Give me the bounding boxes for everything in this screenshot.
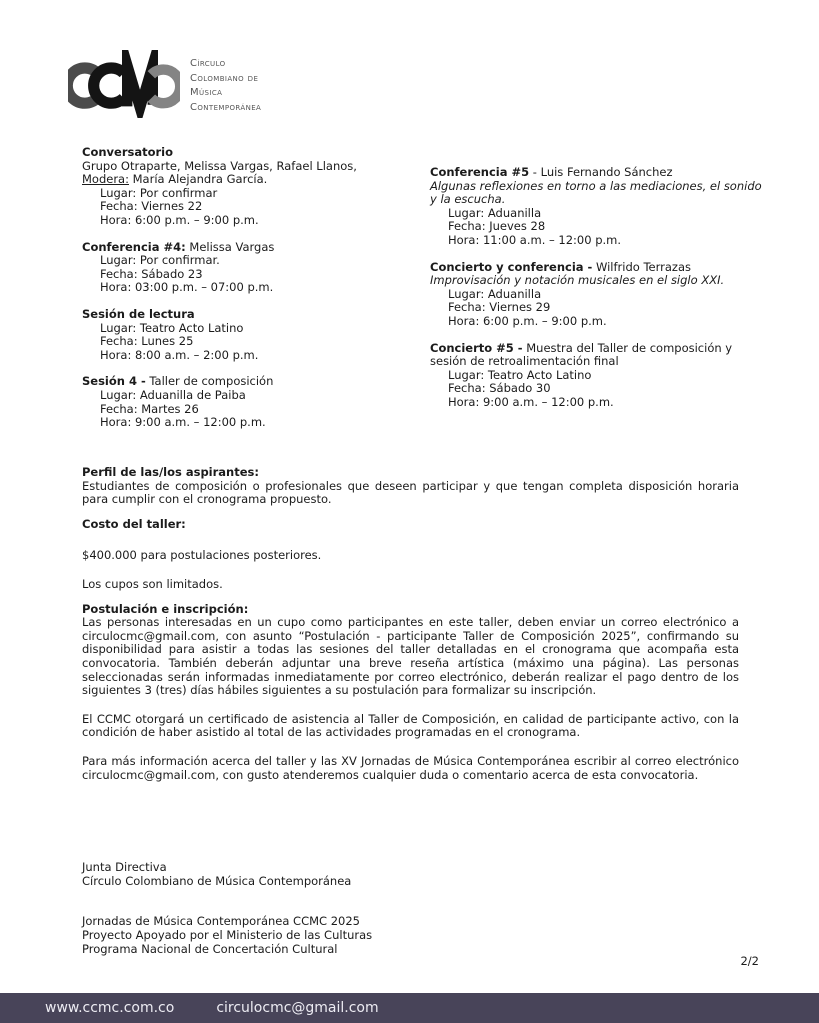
event-title (430, 261, 762, 275)
footer-email: circulocmc@gmail.com (216, 1000, 379, 1016)
event-details (430, 369, 762, 410)
event-title-rest: Melissa Vargas (185, 239, 275, 254)
body-sections (82, 466, 739, 793)
org-name-line: Colombiano de (190, 72, 259, 84)
event-block (430, 342, 762, 410)
event-details (82, 322, 428, 363)
org-name-line: Círculo (190, 58, 226, 69)
schedule-column-right (430, 166, 762, 423)
text-section (82, 466, 739, 507)
event-title-bold: Concierto y conferencia - (430, 259, 593, 274)
event-title-rest: Muestra del Taller de composición y sesión de retroalimentación final (430, 340, 733, 369)
ccmc-logo (68, 50, 261, 118)
paragraph: Los cupos son limitados. (82, 576, 223, 591)
ccmc-logo-icon (68, 50, 180, 118)
credits-line: Proyecto Apoyado por el Ministerio de las Culturas (82, 928, 373, 942)
event-detail-line: Lugar: Aduanilla de Paiba (100, 387, 246, 402)
event-block (82, 146, 428, 228)
credits-line: Programa Nacional de Concertación Cultural (82, 942, 338, 956)
event-title-bold: Conferencia #5 (430, 165, 530, 179)
event-block (82, 375, 428, 429)
footer-website: www.ccmc.com.co (45, 1000, 175, 1016)
event-title (82, 375, 428, 389)
event-title (82, 241, 428, 255)
event-block (430, 261, 762, 329)
event-detail-line: Fecha: Martes 26 (100, 401, 199, 416)
event-title-bold: Conversatorio (82, 145, 174, 159)
event-line-text: Grupo Otraparte, Melissa Vargas, Rafael Llanos, (82, 158, 357, 173)
page-number: 2/2 (740, 954, 759, 968)
event-detail-line: Hora: 6:00 p.m. – 9:00 p.m. (448, 313, 607, 328)
event-detail-line: Lugar: Por confirmar. (100, 253, 220, 268)
event-title-bold: Conferencia #4: (82, 239, 186, 254)
event-detail-line: Fecha: Lunes 25 (100, 334, 194, 349)
event-title-bold: Sesión de lectura (82, 306, 195, 321)
text-section (82, 518, 739, 592)
event-line-text: María Alejandra García. (128, 172, 268, 187)
event-title (82, 308, 428, 322)
event-detail-line: Lugar: Aduanilla (448, 205, 542, 220)
credits-block (82, 914, 372, 956)
event-line-underlined: Modera: (82, 172, 129, 187)
event-block (430, 166, 762, 248)
event-title-rest: Wilfrido Terrazas (592, 259, 691, 274)
event-block (82, 241, 428, 295)
event-detail-line: Lugar: Aduanilla (448, 286, 542, 301)
event-detail-line: Hora: 9:00 a.m. – 12:00 p.m. (100, 415, 266, 430)
event-details (82, 389, 428, 430)
section-heading: Perfil de las/los aspirantes: (82, 465, 259, 479)
event-title-rest: - Luis Fernando Sánchez (529, 165, 673, 179)
event-line (82, 173, 428, 187)
paragraph: $400.000 para postulaciones posteriores. (82, 548, 322, 563)
footer-bar (0, 993, 819, 1023)
section-heading: Costo del taller: (82, 516, 186, 531)
org-name (190, 50, 261, 115)
paragraph: Estudiantes de composición o profesionales que deseen participar y que tengan completa disposición horaria para cumplir con el cronograma propuesto. (82, 478, 739, 507)
event-detail-line: Fecha: Jueves 28 (448, 219, 546, 234)
event-title-bold: Sesión 4 - (82, 374, 146, 389)
event-block (82, 308, 428, 362)
event-detail-line: Hora: 9:00 a.m. – 12:00 p.m. (448, 394, 614, 409)
event-title (430, 166, 762, 180)
event-subtitle: Improvisación y notación musicales en el siglo XXI. (430, 273, 725, 288)
event-detail-line: Hora: 8:00 a.m. – 2:00 p.m. (100, 347, 259, 362)
event-detail-line: Lugar: Teatro Acto Latino (448, 367, 592, 382)
event-detail-line: Hora: 11:00 a.m. – 12:00 p.m. (448, 232, 622, 247)
signature-block (82, 860, 351, 888)
event-title (430, 342, 762, 369)
event-detail-line: Lugar: Teatro Acto Latino (100, 320, 244, 335)
event-title (82, 146, 428, 160)
event-detail-line: Fecha: Viernes 29 (448, 300, 551, 315)
event-detail-line: Hora: 6:00 p.m. – 9:00 p.m. (100, 212, 259, 227)
event-title-rest: Taller de composición (145, 374, 274, 389)
org-name-line: Contemporánea (190, 101, 262, 113)
signature-line: Círculo Colombiano de Música Contemporánea (82, 874, 352, 888)
org-name-line: Música (190, 87, 223, 98)
credits-line: Jornadas de Música Contemporánea CCMC 2025 (82, 914, 360, 928)
paragraph: El CCMC otorgará un certificado de asistencia al Taller de Composición, en calidad de participante activo, con la condición de haber asistido al total de las actividades programadas en el cronograma. (82, 711, 739, 740)
event-detail-line: Fecha: Viernes 22 (100, 199, 203, 214)
event-details (82, 254, 428, 295)
event-title-bold: Concierto #5 - (430, 340, 523, 355)
signature-line: Junta Directiva (82, 860, 167, 874)
event-subtitle: Algunas reflexiones en torno a las mediaciones, el sonido y la escucha. (430, 178, 762, 207)
event-detail-line: Fecha: Sábado 23 (100, 266, 203, 281)
event-detail-line: Fecha: Sábado 30 (448, 381, 551, 396)
section-heading: Postulación e inscripción: (82, 601, 249, 616)
text-section (82, 603, 739, 783)
paragraph: Para más información acerca del taller y las XV Jornadas de Música Contemporánea escribir al correo electrónico circulocmc@gmail.com, con gusto atenderemos cualquier duda o comentario acerca de esta convocatoria. (82, 753, 739, 782)
schedule-column-left (82, 146, 428, 443)
event-detail-line: Lugar: Por confirmar (100, 185, 218, 200)
event-details (430, 288, 762, 329)
event-detail-line: Hora: 03:00 p.m. – 07:00 p.m. (100, 280, 274, 295)
event-details (430, 207, 762, 248)
paragraph: Las personas interesadas en un cupo como participantes en este taller, deben enviar un correo electrónico a circulocmc@gmail.com, con asunto “Postulación - participante Taller de Composición 2025”, confirmando su disponibilidad para asistir a todas las sesiones del taller detalladas en el cronograma que acompaña esta convocatoria. También deberán adjuntar una breve reseña artística (máximo una página). Las personas seleccionadas serán informadas inmediatamente por correo electrónico, deberán realizar el pago dentro de los siguientes 3 (tres) días hábiles siguientes a su postulación para formalizar su inscripción. (82, 615, 739, 698)
event-line (82, 160, 428, 174)
event-details (82, 187, 428, 228)
